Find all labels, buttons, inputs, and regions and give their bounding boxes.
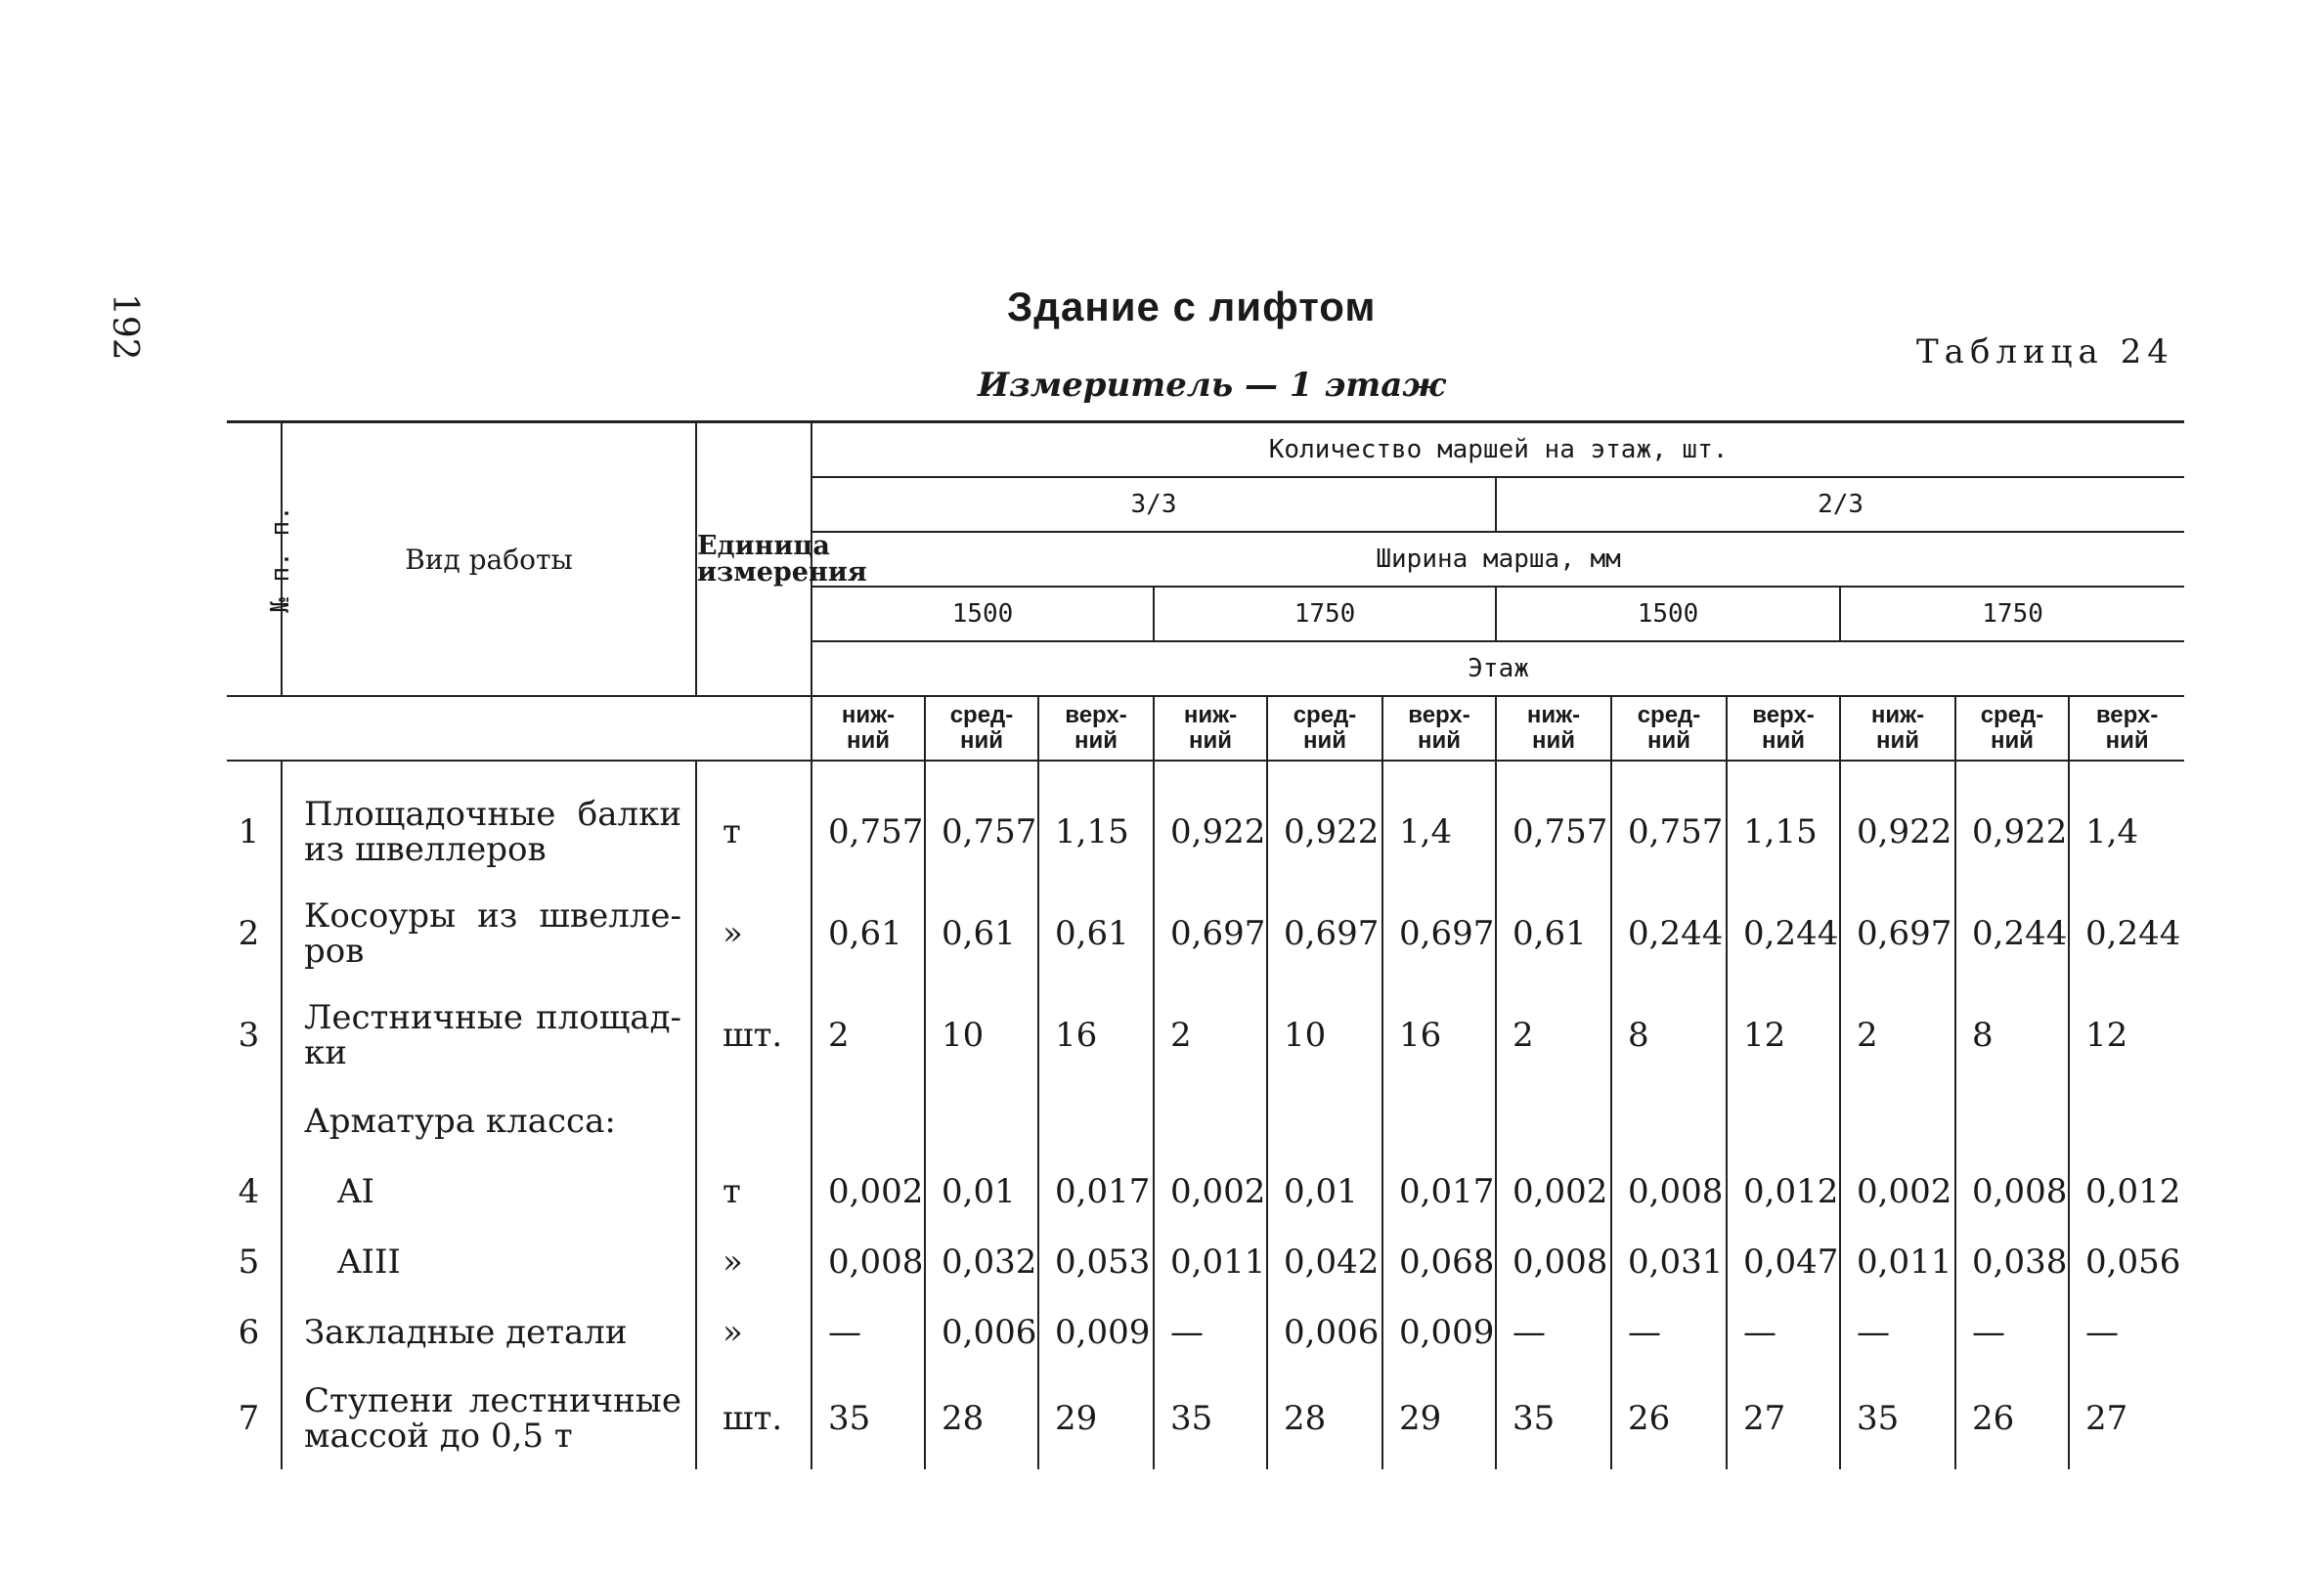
row-value (1727, 1086, 1840, 1156)
row-work-type: Ступени лестничные массой до 0,5 т (282, 1368, 696, 1469)
row-value: 0,697 (1382, 883, 1496, 984)
row-number: 6 (238, 1313, 260, 1352)
row-value: 26 (1611, 1368, 1727, 1469)
row-number: 2 (238, 914, 260, 953)
row-value: 16 (1382, 984, 1496, 1086)
header-floor-level: сред- ний (1267, 696, 1382, 761)
row-value: 0,697 (1154, 883, 1267, 984)
row-value (1955, 1086, 2069, 1156)
row-value: — (2069, 1297, 2184, 1368)
header-floor-level: ниж- ний (1154, 696, 1267, 761)
table-row (227, 883, 2184, 984)
row-value: 27 (2069, 1368, 2184, 1469)
header-floor-level: ниж- ний (1840, 696, 1955, 761)
row-value: 0,006 (925, 1297, 1038, 1368)
page-subtitle: Измеритель — 1 этаж (978, 366, 1446, 405)
row-value: 1,4 (1382, 781, 1496, 883)
row-value (1496, 1086, 1611, 1156)
row-value: 0,002 (1840, 1156, 1955, 1227)
row-number (227, 1086, 282, 1156)
header-floor-level: ниж- ний (811, 696, 925, 761)
data-table (227, 420, 2184, 1469)
header-floor-level: сред- ний (925, 696, 1038, 761)
row-value: 2 (1840, 984, 1955, 1086)
table-row (227, 1297, 2184, 1368)
row-value: 0,01 (925, 1156, 1038, 1227)
table-row (227, 781, 2184, 883)
row-value: 2 (811, 984, 925, 1086)
row-value: 0,011 (1840, 1227, 1955, 1297)
row-value: 0,697 (1840, 883, 1955, 984)
row-value: — (1955, 1297, 2069, 1368)
row-value: 0,922 (1840, 781, 1955, 883)
row-value: 0,006 (1267, 1297, 1382, 1368)
row-value: 0,244 (1611, 883, 1727, 984)
header-floor-level: верх- ний (2069, 696, 2184, 761)
page-number: 192 (105, 293, 145, 361)
header-marches: Количество маршей на этаж, шт. (811, 422, 2184, 478)
row-value (925, 1086, 1038, 1156)
row-value: 0,038 (1955, 1227, 2069, 1297)
row-value: 28 (1267, 1368, 1382, 1469)
row-value: 0,697 (1267, 883, 1382, 984)
row-number: 3 (238, 1016, 260, 1055)
row-value: — (1154, 1297, 1267, 1368)
row-value: 0,047 (1727, 1227, 1840, 1297)
header-unit: Единица измерения (696, 422, 811, 697)
row-value: 0,012 (1727, 1156, 1840, 1227)
header-width-value: 1750 (1840, 587, 2184, 641)
row-value: — (1727, 1297, 1840, 1368)
row-value (1154, 1086, 1267, 1156)
row-value: 0,61 (1038, 883, 1154, 984)
row-value: 0,757 (925, 781, 1038, 883)
row-unit: т (696, 1156, 811, 1227)
row-value: — (1496, 1297, 1611, 1368)
row-value: 35 (1496, 1368, 1611, 1469)
row-value: 0,008 (1955, 1156, 2069, 1227)
header-work: Вид работы (282, 422, 696, 697)
row-value: 0,002 (811, 1156, 925, 1227)
row-unit: » (696, 883, 811, 984)
row-value (2069, 1086, 2184, 1156)
row-value: 2 (1154, 984, 1267, 1086)
row-value: 0,244 (1955, 883, 2069, 984)
row-unit: шт. (696, 1368, 811, 1469)
table-header (227, 422, 2184, 762)
row-value (1382, 1086, 1496, 1156)
row-value: 8 (1611, 984, 1727, 1086)
table-label: Таблица 24 (1916, 332, 2174, 371)
row-value: — (1611, 1297, 1727, 1368)
row-value: 0,056 (2069, 1227, 2184, 1297)
table-row (227, 1227, 2184, 1297)
row-value: 0,031 (1611, 1227, 1727, 1297)
row-value: 35 (811, 1368, 925, 1469)
header-floor-row (227, 696, 2184, 761)
row-work-type: Арматура класса: (282, 1086, 696, 1156)
row-value: 0,008 (811, 1227, 925, 1297)
header-num: № п. п. (227, 422, 282, 697)
row-value: 0,757 (1611, 781, 1727, 883)
row-value: 0,61 (925, 883, 1038, 984)
row-value: 0,032 (925, 1227, 1038, 1297)
row-value: 16 (1038, 984, 1154, 1086)
header-group-3-3: 3/3 (811, 477, 1496, 532)
row-value: 0,757 (1496, 781, 1611, 883)
row-value: 0,61 (1496, 883, 1611, 984)
row-work-type: AIII (282, 1227, 696, 1297)
row-work-type: Закладные детали (282, 1297, 696, 1368)
table-row (227, 1156, 2184, 1227)
row-value: 0,01 (1267, 1156, 1382, 1227)
row-value: 26 (1955, 1368, 2069, 1469)
row-number: 5 (238, 1243, 260, 1282)
row-value: 0,61 (811, 883, 925, 984)
header-floor-level: ниж- ний (1496, 696, 1611, 761)
row-value: 0,008 (1496, 1227, 1611, 1297)
header-width-value: 1500 (1496, 587, 1840, 641)
row-value: — (1840, 1297, 1955, 1368)
header-floor-level: сред- ний (1611, 696, 1727, 761)
table-row (227, 1368, 2184, 1469)
header-width: Ширина марша, мм (811, 532, 2184, 587)
table-body (227, 761, 2184, 1469)
header-floor-level: верх- ний (1727, 696, 1840, 761)
row-value: 12 (2069, 984, 2184, 1086)
row-value: 1,15 (1038, 781, 1154, 883)
row-value: 28 (925, 1368, 1038, 1469)
row-value: 0,042 (1267, 1227, 1382, 1297)
row-value: 0,922 (1154, 781, 1267, 883)
row-value: 0,922 (1267, 781, 1382, 883)
row-number: 4 (238, 1172, 260, 1211)
row-value (1840, 1086, 1955, 1156)
row-value: 0,017 (1382, 1156, 1496, 1227)
row-value: 0,009 (1038, 1297, 1154, 1368)
header-floor: Этаж (811, 641, 2184, 696)
page-title: Здание с лифтом (1007, 283, 1377, 329)
row-value: 2 (1496, 984, 1611, 1086)
header-width-value: 1500 (811, 587, 1154, 641)
table-row (227, 984, 2184, 1086)
row-value: 35 (1840, 1368, 1955, 1469)
row-value: 0,068 (1382, 1227, 1496, 1297)
header-width-value: 1750 (1154, 587, 1496, 641)
row-value: 1,4 (2069, 781, 2184, 883)
row-value: 0,244 (2069, 883, 2184, 984)
row-work-type: Площадочные балки из швеллеров (282, 781, 696, 883)
row-value: 0,053 (1038, 1227, 1154, 1297)
row-value: 0,002 (1154, 1156, 1267, 1227)
row-value: 27 (1727, 1368, 1840, 1469)
row-value: 8 (1955, 984, 2069, 1086)
row-unit: шт. (696, 984, 811, 1086)
row-value (1038, 1086, 1154, 1156)
row-value: 12 (1727, 984, 1840, 1086)
row-unit: » (696, 1297, 811, 1368)
row-value: 0,011 (1154, 1227, 1267, 1297)
row-number: 1 (238, 812, 260, 851)
row-value (811, 1086, 925, 1156)
row-unit (696, 1086, 811, 1156)
header-floor-level: сред- ний (1955, 696, 2069, 761)
header-floor-level: верх- ний (1038, 696, 1154, 761)
row-unit: т (696, 781, 811, 883)
row-value: 0,012 (2069, 1156, 2184, 1227)
row-value: 35 (1154, 1368, 1267, 1469)
row-unit: » (696, 1227, 811, 1297)
row-value (1267, 1086, 1382, 1156)
row-value: 0,009 (1382, 1297, 1496, 1368)
row-value: 0,922 (1955, 781, 2069, 883)
row-value: 29 (1382, 1368, 1496, 1469)
row-value: — (811, 1297, 925, 1368)
row-value: 0,008 (1611, 1156, 1727, 1227)
header-group-2-3: 2/3 (1496, 477, 2184, 532)
row-work-type: AI (282, 1156, 696, 1227)
row-value: 29 (1038, 1368, 1154, 1469)
row-value (1611, 1086, 1727, 1156)
header-floor-level: верх- ний (1382, 696, 1496, 761)
row-value: 0,244 (1727, 883, 1840, 984)
row-value: 1,15 (1727, 781, 1840, 883)
row-number: 7 (238, 1399, 260, 1438)
row-value: 0,002 (1496, 1156, 1611, 1227)
row-work-type: Лестничные площад-ки (282, 984, 696, 1086)
table-row (227, 1086, 2184, 1156)
row-value: 10 (1267, 984, 1382, 1086)
row-value: 10 (925, 984, 1038, 1086)
row-value: 0,017 (1038, 1156, 1154, 1227)
row-work-type: Косоуры из швелле-ров (282, 883, 696, 984)
row-value: 0,757 (811, 781, 925, 883)
